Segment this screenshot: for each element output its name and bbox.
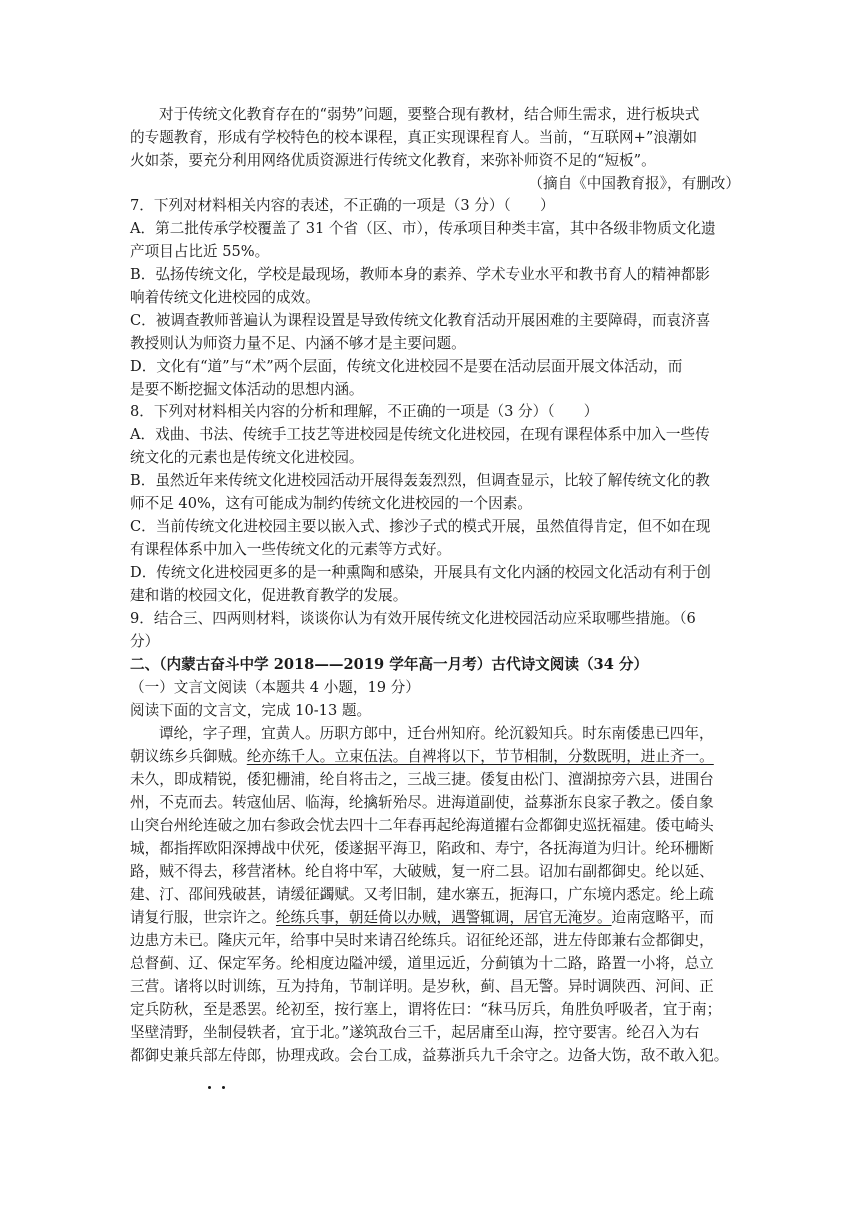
passage-line: 火如荼，要充分利用网络优质资源进行传统文化教育，来弥补师资不足的“短板”。 [130,152,656,169]
q8-option-b: B．虽然近年来传统文化进校园活动开展得轰轰烈烈，但调查显示，比较了解传统文化的教 [130,472,710,489]
q7-option-d: D．文化有“道”与“术”两个层面，传统文化进校园不是要在活动层面开展文体活动，而 [130,358,683,375]
q7-option-c: C．被调查教师普遍认为课程设置是导致传统文化教育活动开展困难的主要障碍，而袁济喜 [130,312,711,329]
q8-option-d-cont: 建和谐的校园文化，促进教育教学的发展。 [130,587,408,604]
emphasis-dot-marks [130,1086,740,1096]
section-2-heading: 二、（内蒙古奋斗中学 2018——2019 学年高一月考）古代诗文阅读（34 分） [130,656,649,673]
q8-option-d: D．传统文化进校园更多的是一种熏陶和感染，开展具有文化内涵的校园文化活动有利于创 [130,564,711,581]
classical-text-line: 边患方未已。隆庆元年，给事中吴时来请召纶练兵。诏征纶还部，进左侍郎兼右佥都御史， [130,932,714,949]
source-citation: （摘自《中国教育报》，有删改） [528,175,740,192]
q8-option-c: C．当前传统文化进校园主要以嵌入式、掺沙子式的模式开展，虽然值得肯定，但不如在现 [130,518,711,535]
q8-option-b-cont: 师不足 40%，这有可能成为制约传统文化进校园的一个因素。 [130,495,532,512]
q7-option-b-cont: 响着传统文化进校园的成效。 [130,289,320,306]
emphasis-dot [208,1086,211,1089]
q7-option-a: A．第二批传承学校覆盖了 31 个省（区、市），传承项目种类丰富，其中各级非物质文化遗 [130,220,716,237]
classical-text-line: 州，不克而去。转寇仙居、临海，纶擒斩殆尽。进海道副使，益募浙东良家子教之。倭自象 [130,794,714,811]
emphasis-dot [222,1086,225,1089]
question-7-stem: 7．下列对材料相关内容的表述，不正确的一项是（3 分）（ ） [130,197,555,214]
question-9-cont: 分） [130,633,160,650]
q8-option-c-cont: 有课程体系中加入一些传统文化的元素等方式好。 [130,541,452,558]
q7-option-d-cont: 是要不断挖掘文体活动的思想内涵。 [130,381,364,398]
question-8-stem: 8．下列对材料相关内容的分析和理解，不正确的一项是（3 分）（ ） [130,403,599,420]
question-9: 9．结合三、四两则材料，谈谈你认为有效开展传统文化进校园活动应采取哪些措施。（6 [130,610,696,627]
classical-text-line [130,746,740,767]
classical-text-line: 路，贼不得去，移营渚林。纶自将中军，大破贼，复一府二县。诏加右副都御史。纶以延、 [130,863,714,880]
underlined-sentence-2: 纶练兵事，朝廷倚以办贼，遇警辄调，居官无淹岁。 [275,909,612,926]
classical-text-span: 请复行服，世宗许之。 [130,909,276,926]
passage-line: 对于传统文化教育存在的“弱势”问题，要整合现有教材，结合师生需求，进行板块式 [159,106,700,123]
classical-text-line: 山突台州纶连破之加右参政会忧去四十二年春再起纶海道擢右佥都御史巡抚福建。倭屯崎头 [130,817,714,834]
classical-text-span: 朝议练乡兵御贼。 [130,748,247,765]
classical-text-span: 迨南寇略平，而 [611,909,714,926]
classical-text-line: 都御史兼兵部左侍郎，协理戎政。会台工成，益募浙兵九千余守之。边备大饬，敌不敢入犯。 [130,1047,729,1064]
classical-text-line: 未久，即成精锐，倭犯栅浦，纶自将击之，三战三捷。倭复由松门、澶湖掠旁六县，进围台 [130,771,714,788]
classical-text-line: 总督蓟、辽、保定军务。纶相度边隘冲缓，道里远近，分蓟镇为十二路，路置一小将，总立 [130,955,714,972]
classical-text-line: 坚壁清野，坐制侵轶者，宜于北。”遂筑敌台三千，起居庸至山海，控守要害。纶召入为右 [130,1024,700,1041]
classical-text-line: 谭纶，字子理，宜黄人。历职方郎中，迁台州知府。纶沉毅知兵。时东南倭患已四年， [159,725,714,742]
subsection-1-instruction: 阅读下面的文言文，完成 10-13 题。 [130,702,372,719]
classical-text-line: 定兵防秋，至是悉罢。纶初至，按行塞上，谓将佐曰：“秣马厉兵，角胜负呼吸者，宜于南； [130,1001,722,1018]
underlined-sentence-1: 纶亦练千人。立束伍法。自裨将以下，节节相制，分数既明，进止齐一。 [246,748,714,765]
classical-text-line: 三营。诸将以时训练，互为持角，节制详明。是岁秋，蓟、昌无警。异时调陕西、河间、正 [130,978,714,995]
q8-option-a-cont: 统文化的元素也是传统文化进校园。 [130,449,364,466]
classical-text-line: 城，都指挥欧阳深搏战中伏死，倭遂据平海卫，陷政和、寿宁，各抚海道为归计。纶环栅断 [130,840,714,857]
q7-option-a-cont: 产项目占比近 55%。 [130,243,270,260]
classical-text-line [130,907,740,928]
classical-text-line: 建、汀、邵间残破甚，请缓征蠲赋。又考旧制，建水寨五，扼海口，广东境内悉定。纶上疏 [130,886,714,903]
q8-option-a: A．戏曲、书法、传统手工技艺等进校园是传统文化进校园，在现有课程体系中加入一些传 [130,426,710,443]
q7-option-c-cont: 教授则认为师资力量不足、内涵不够才是主要问题。 [130,335,466,352]
subsection-1-heading: （一）文言文阅读（本题共 4 小题，19 分） [130,679,420,696]
passage-line: 的专题教育，形成有学校特色的校本课程，真正实现课程育人。当前，“互联网+”浪潮如 [130,129,698,146]
q7-option-b: B．弘扬传统文化，学校是最现场，教师本身的素养、学术专业水平和教书育人的精神都影 [130,266,710,283]
